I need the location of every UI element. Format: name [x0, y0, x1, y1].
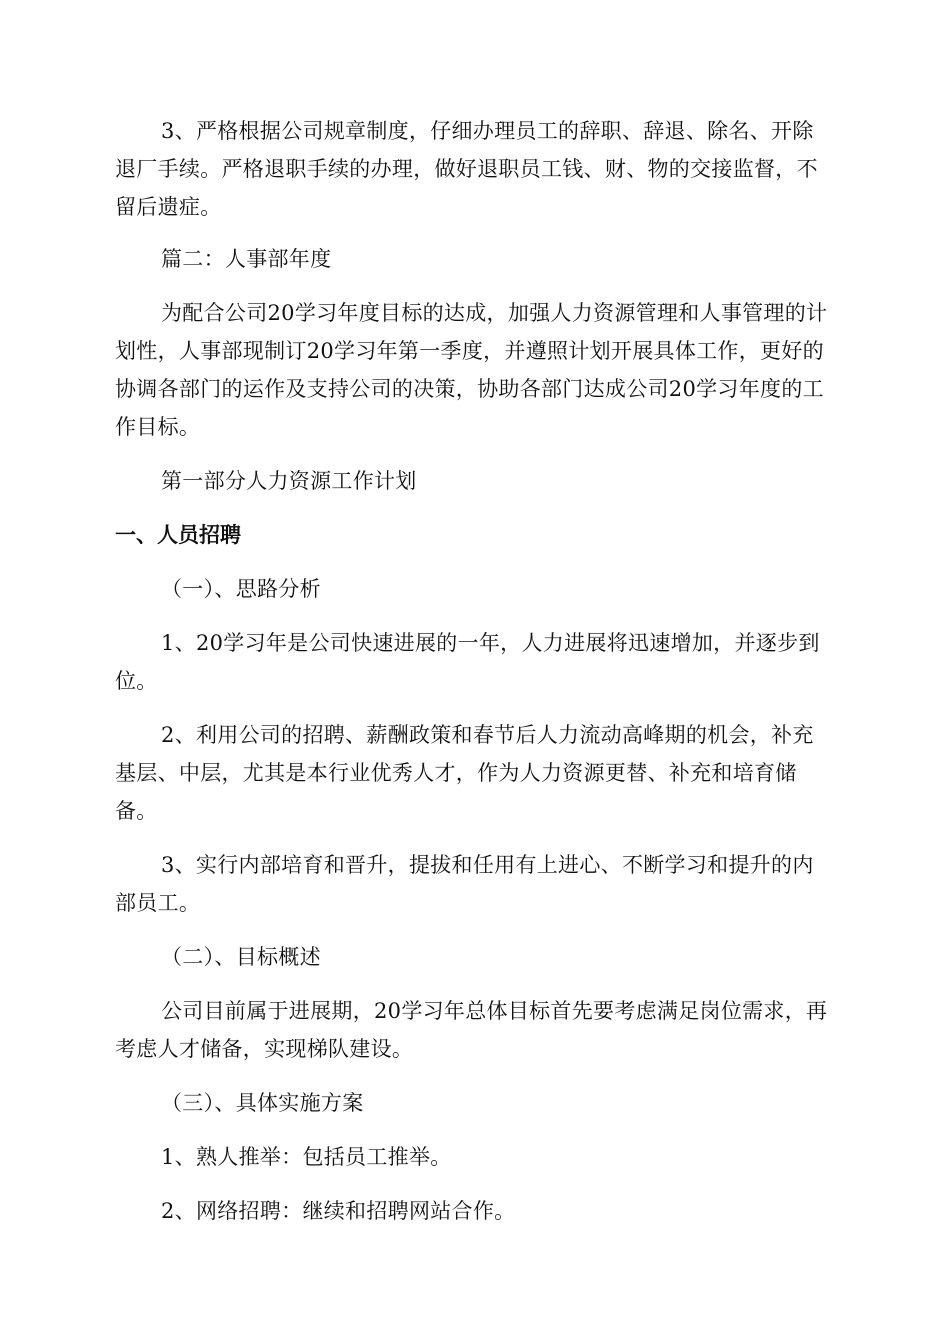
- paragraph-intro: 为配合公司20学习年度目标的达成，加强人力资源管理和人事管理的计划性，人事部现制订20学习年第一季度，并遵照计划开展具体工作，更好的协调各部门的运作及支持公司的决策，协助各部门达成公司20学习年度的工作目标。: [115, 301, 828, 439]
- document-body: [115, 112, 833, 1230]
- subheading-analysis: （一）、思路分析: [161, 577, 321, 601]
- section-title-part-one: 第一部分人力资源工作计划: [161, 469, 417, 493]
- section-title-part-two: 篇二：人事部年度: [161, 247, 332, 271]
- subheading-implementation: （三）、具体实施方案: [161, 1091, 364, 1115]
- paragraph-analysis-1: 1、20学习年是公司快速进展的一年，人力进展将迅速增加，并逐步到位。: [115, 631, 820, 693]
- paragraph-goals: 公司目前属于进展期，20学习年总体目标首先要考虑满足岗位需求，再考虑人才储备，实现梯队建设。: [115, 999, 828, 1061]
- heading-recruitment: 一、人员招聘: [115, 523, 241, 547]
- paragraph-implementation-1: 1、熟人推举：包括员工推举。: [161, 1145, 452, 1169]
- paragraph-analysis-3: 3、实行内部培育和晋升，提拔和任用有上进心、不断学习和提升的内部员工。: [115, 853, 814, 915]
- paragraph-resignation-procedures: 3、严格根据公司规章制度，仔细办理员工的辞职、辞退、除名、开除退厂手续。严格退职手续的办理，做好退职员工钱、财、物的交接监督，不留后遗症。: [115, 119, 818, 219]
- subheading-goals: （二）、目标概述: [161, 945, 321, 969]
- paragraph-implementation-2: 2、网络招聘：继续和招聘网站合作。: [161, 1199, 516, 1223]
- paragraph-analysis-2: 2、利用公司的招聘、薪酬政策和春节后人力流动高峰期的机会，补充基层、中层，尤其是本行业优秀人才，作为人力资源更替、补充和培育储备。: [115, 723, 814, 823]
